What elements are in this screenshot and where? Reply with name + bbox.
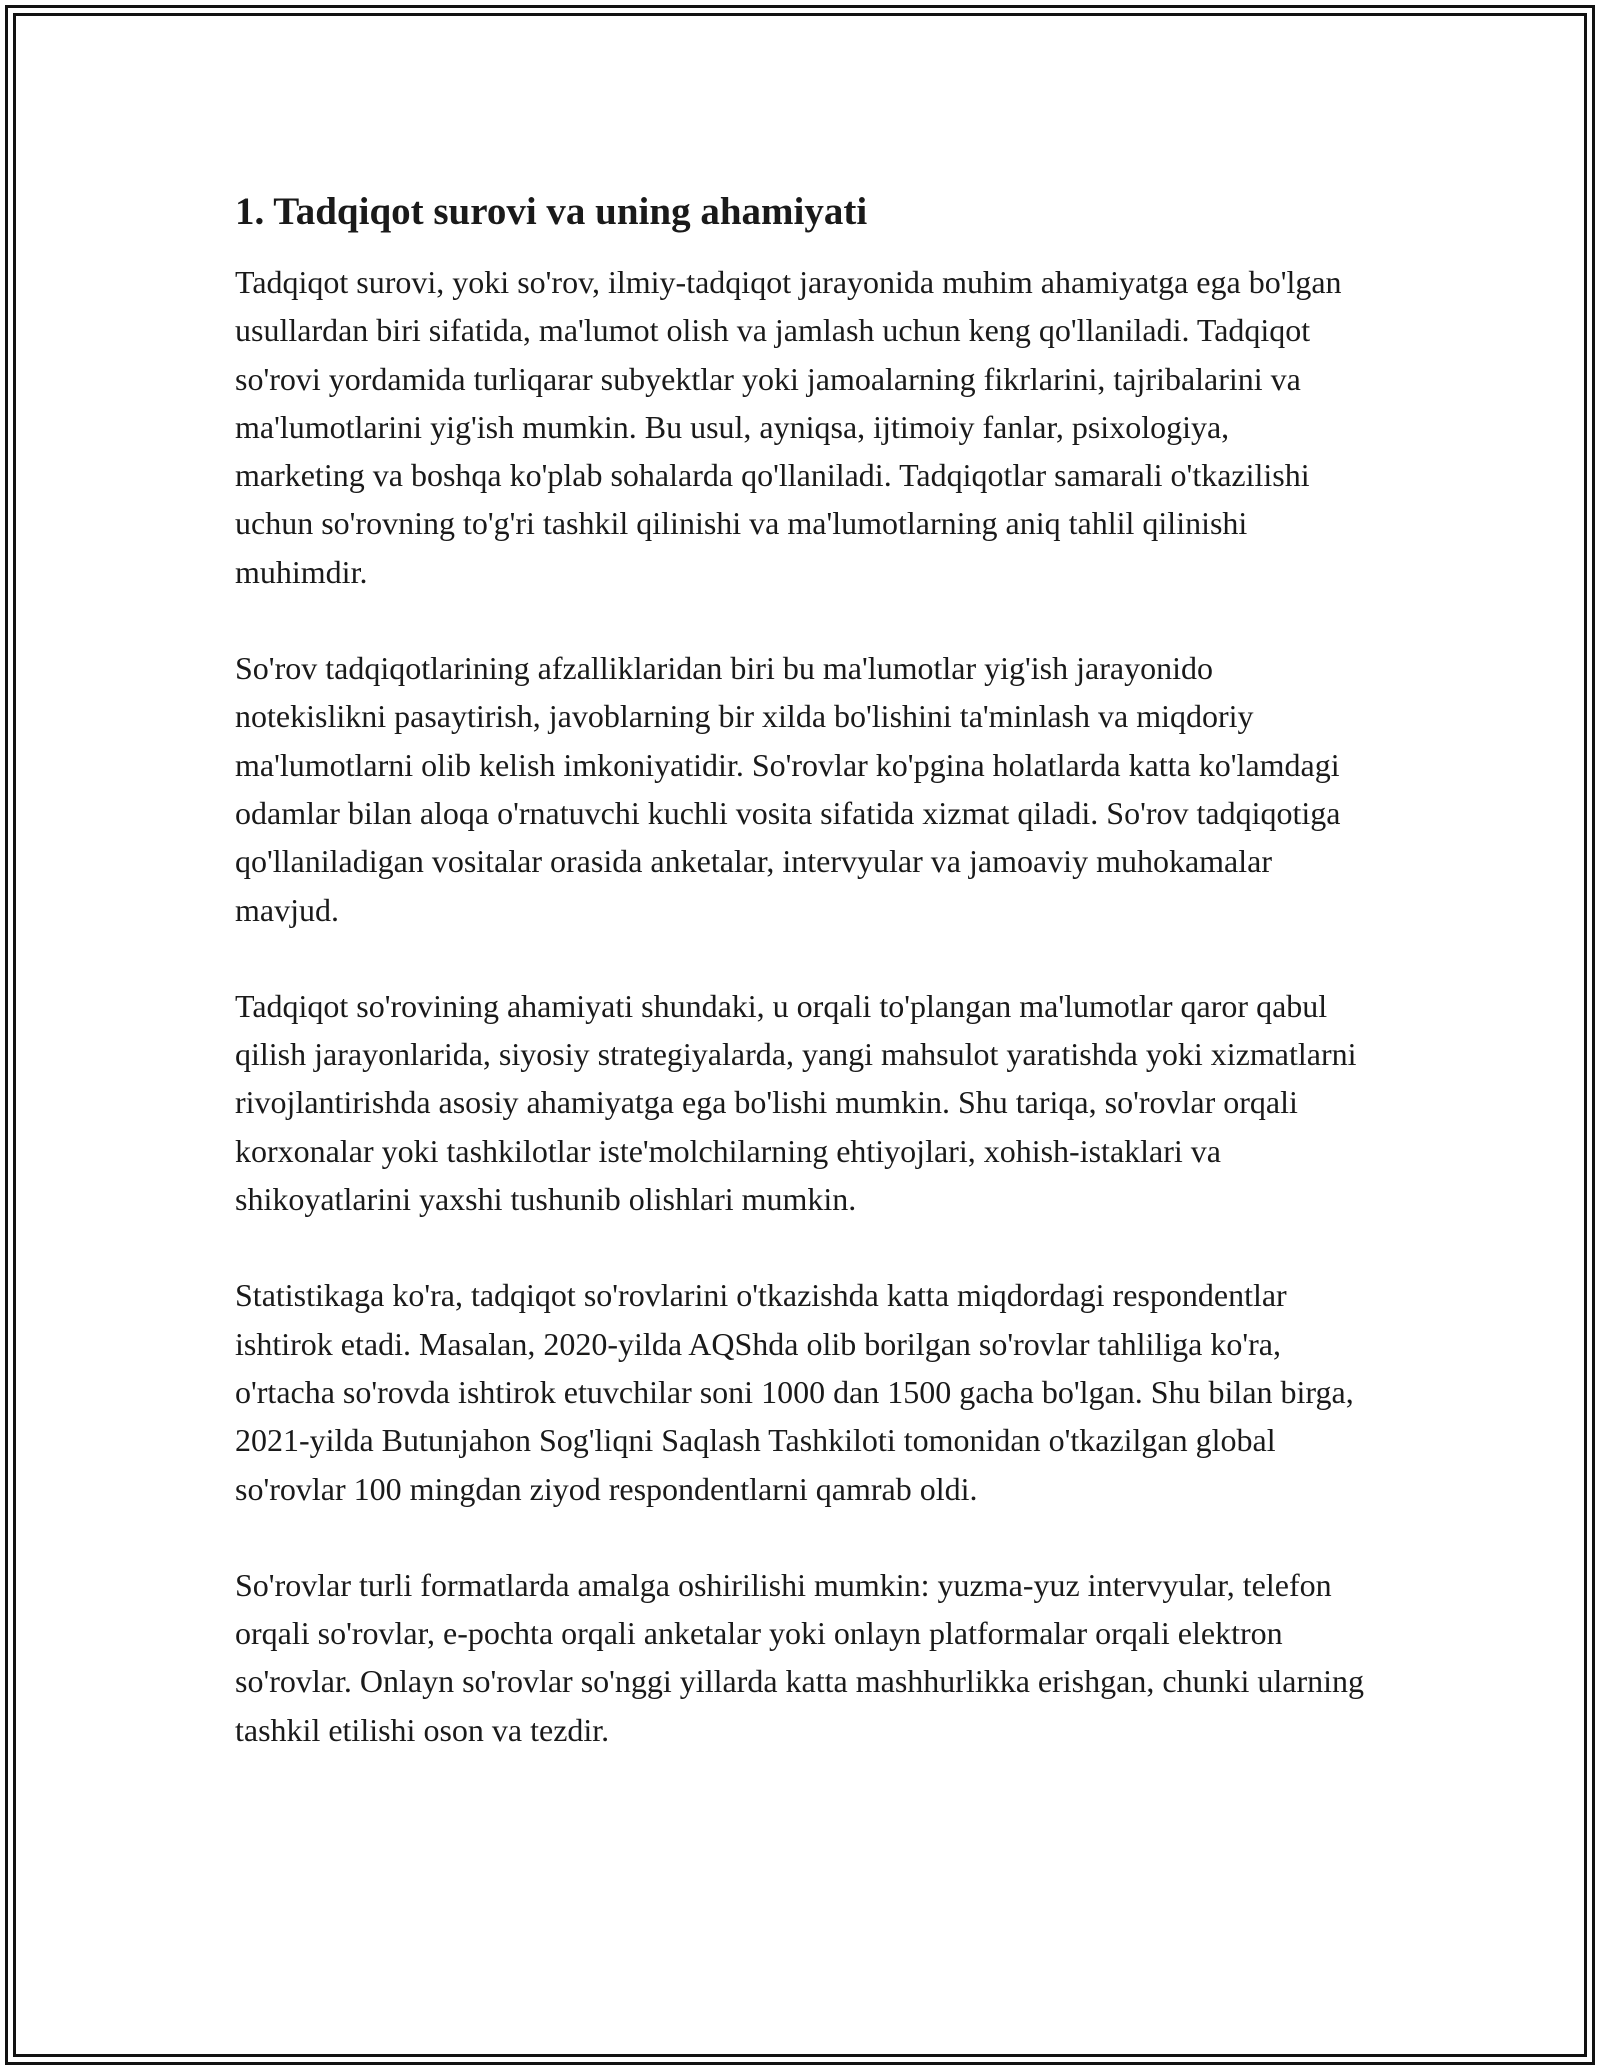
section-heading: 1. Tadqiqot surovi va uning ahamiyati bbox=[235, 190, 868, 233]
paragraph-1: Tadqiqot surovi, yoki so'rov, ilmiy-tadqiqot jarayonida muhim ahamiyatga ega bo'lgan usullardan biri sifatida, ma'lumot olish va jamlash uchun keng qo'llaniladi. Tadqiqot so'rovi yordamida turliqarar subyektlar yoki jamoalarning fikrlarini, tajribalarini va ma'lumotlarini yig'ish mumkin. Bu usul, ayniqsa, ijtimoiy fanlar, psixologiya, marketing va boshqa ko'plab sohalarda qo'llaniladi. Tadqiqotlar samarali o'tkazilishi uchun so'rovning to'g'ri tashkil qilinishi va ma'lumotlarning aniq tahlil qilinishi muhimdir. bbox=[235, 264, 1342, 590]
paragraph-4: Statistikaga ko'ra, tadqiqot so'rovlarini o'tkazishda katta miqdordagi respondentlar ishtirok etadi. Masalan, 2020-yilda AQShda olib borilgan so'rovlar tahliliga ko'ra, o'rtacha so'rovda ishtirok etuvchilar soni 1000 dan 1500 gacha bo'lgan. Shu bilan birga, 2021-yilda Butunjahon Sog'liqni Saqlash Tashkiloti tomonidan o'tkazilgan global so'rovlar 100 mingdan ziyod respondentlarni qamrab oldi. bbox=[235, 1277, 1354, 1507]
document-body bbox=[235, 186, 1365, 1802]
paragraph-3: Tadqiqot so'rovining ahamiyati shundaki, u orqali to'plangan ma'lumotlar qaror qabul qilish jarayonlarida, siyosiy strategiyalarda, yangi mahsulot yaratishda yoki xizmatlarni rivojlantirishda asosiy ahamiyatga ega bo'lishi mumkin. Shu tariqa, so'rovlar orqali korxonalar yoki tashkilotlar iste'molchilarning ehtiyojlari, xohish-istaklari va shikoyatlarini yaxshi tushunib olishlari mumkin. bbox=[235, 987, 1357, 1218]
paragraph-2: So'rov tadqiqotlarining afzalliklaridan biri bu ma'lumotlar yig'ish jarayonido notekislikni pasaytirish, javoblarning bir xilda bo'lishini ta'minlash va miqdoriy ma'lumotlarni olib kelish imkoniyatidir. So'rovlar ko'pgina holatlarda katta ko'lamdagi odamlar bilan aloqa o'rnatuvchi kuchli vosita sifatida xizmat qiladi. So'rov tadqiqotiga qo'llaniladigan vositalar orasida anketalar, intervyular va jamoaviy muhokamalar mavjud. bbox=[235, 650, 1341, 928]
paragraph-5: So'rovlar turli formatlarda amalga oshirilishi mumkin: yuzma-yuz intervyular, telefon orqali so'rovlar, e-pochta orqali anketalar yoki onlayn platformalar orqali elektron so'rovlar. Onlayn so'rovlar so'nggi yillarda katta mashhurlikka erishgan, chunki ularning tashkil etilishi oson va tezdir. bbox=[235, 1566, 1365, 1748]
